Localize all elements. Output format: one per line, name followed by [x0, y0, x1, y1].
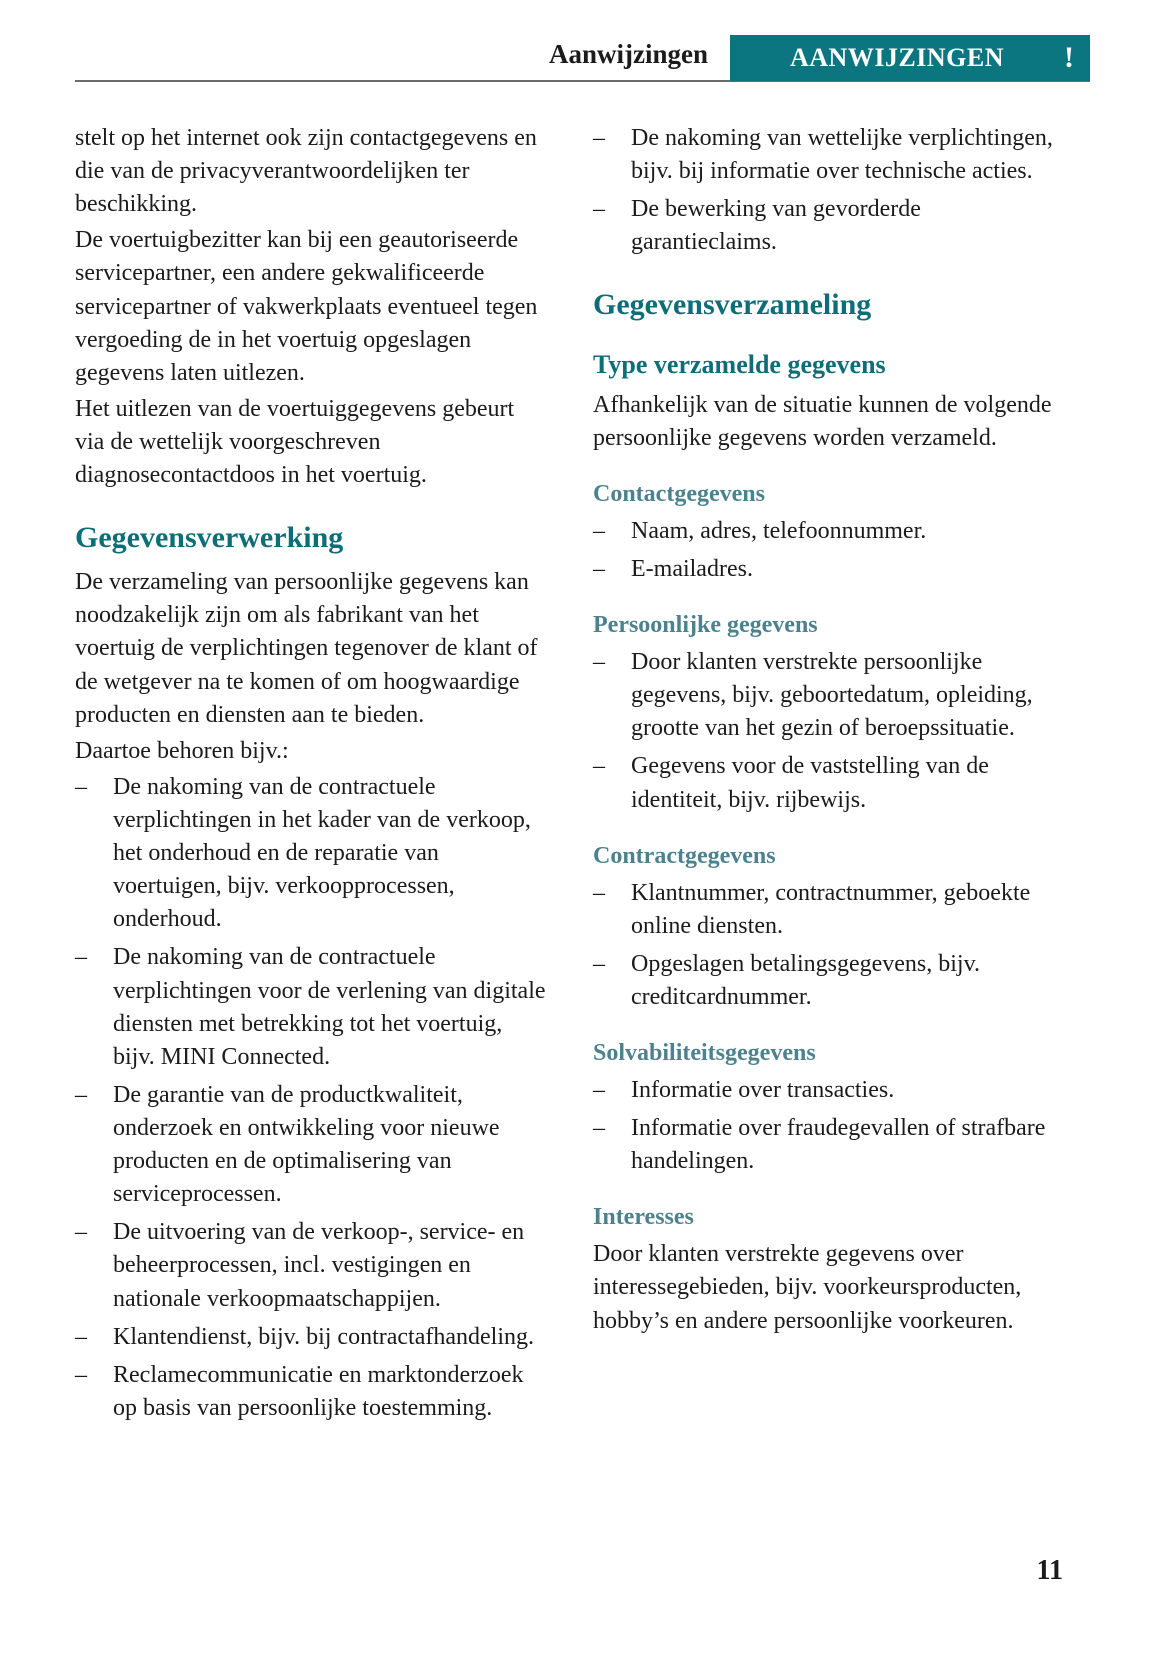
- group-heading: Contactgegevens: [593, 480, 765, 507]
- group-solvabiliteitsgegevens: [593, 1038, 1065, 1178]
- paragraph: Daartoe behoren bijv.:: [75, 737, 289, 764]
- bullet-text: De nakoming van wettelijke verplichtingen, bijv. bij informatie over technische acties.: [631, 125, 1053, 185]
- bullet-dash: –: [593, 1115, 605, 1142]
- paragraph: Door klanten verstrekte gegevens over interessegebieden, bijv. voorkeursproducten, hobby’s en andere persoonlijke voorkeuren.: [593, 1241, 1022, 1334]
- left-column: [75, 122, 547, 1430]
- group-heading: Contractgegevens: [593, 842, 776, 869]
- running-title: Aanwijzingen: [548, 39, 708, 69]
- bullet-text: Opgeslagen betalingsgegevens, bijv. creditcardnummer.: [631, 950, 981, 1010]
- paragraph: stelt op het internet ook zijn contactgegevens en die van de privacyverantwoordelijken ter beschikking.: [75, 125, 537, 218]
- bullet-dash: –: [593, 753, 605, 780]
- group-heading: Persoonlijke gegevens: [593, 612, 818, 639]
- bullet-text: Informatie over fraudegevallen of strafbare handelingen.: [631, 1115, 1046, 1175]
- bullet-dash: –: [75, 1219, 87, 1246]
- bullet-dash: –: [593, 196, 605, 223]
- paragraph: Het uitlezen van de voertuiggegevens gebeurt via de wettelijk voorgeschreven diagnosecontactdoos in het voertuig.: [75, 395, 515, 489]
- bullet-text: De bewerking van gevorderde garantieclaims.: [631, 196, 921, 256]
- bullet-text: E-mailadres.: [631, 555, 753, 582]
- paragraph: De voertuigbezitter kan bij een geautoriseerde servicepartner, een andere gekwalificeerde servicepartner of vakwerkplaats eventueel tegen vergoeding de in het voertuig opgeslagen gegevens laten uitlezen.: [75, 227, 538, 386]
- list-item: [593, 948, 1065, 1014]
- list-item: [75, 941, 547, 1073]
- bullet-text: Reclamecommunicatie en marktonderzoek op basis van persoonlijke toestemming.: [113, 1361, 524, 1421]
- bullet-text: De nakoming van de contractuele verplichtingen voor de verlening van digitale diensten met betrekking tot het voertuig, bijv. MINI Connected.: [113, 944, 546, 1070]
- bullet-dash: –: [593, 649, 605, 676]
- right-column: [593, 122, 1065, 1430]
- bullet-dash: –: [75, 1361, 87, 1388]
- bullet-dash: –: [593, 555, 605, 582]
- list-item: [593, 750, 1065, 816]
- list-item: [593, 1074, 1065, 1107]
- bullet-text: Door klanten verstrekte persoonlijke gegevens, bijv. geboortedatum, opleiding, grootte van het gezin of beroepssituatie.: [631, 649, 1033, 742]
- bullet-text: De uitvoering van de verkoop-, service- en beheerprocessen, incl. vestigingen en nationale verkoopmaatschappijen.: [113, 1219, 525, 1312]
- list-item: [75, 1079, 547, 1211]
- bullet-text: Klantnummer, contractnummer, geboekte online diensten.: [631, 879, 1031, 939]
- list-item: [75, 771, 547, 937]
- bullet-dash: –: [75, 1323, 87, 1350]
- list-item: [593, 646, 1065, 745]
- bullet-dash: –: [75, 944, 87, 971]
- paragraph: Afhankelijk van de situatie kunnen de volgende persoonlijke gegevens worden verzameld.: [593, 391, 1052, 451]
- bullet-dash: –: [593, 879, 605, 906]
- section-heading-gegevensverzameling: Gegevensverzameling: [593, 288, 872, 322]
- list-item: [593, 553, 1065, 586]
- list-item: [593, 122, 1065, 188]
- list-item: [593, 193, 1065, 259]
- list-item: [75, 1216, 547, 1315]
- paragraph: De verzameling van persoonlijke gegevens kan noodzakelijk zijn om als fabrikant van het voertuig de verplichtingen tegenover de klant of de wetgever na te komen of om hoogwaardige producten en diensten aan te bieden.: [75, 569, 538, 728]
- page-number: 11: [1036, 1555, 1063, 1586]
- bullet-text: Informatie over transacties.: [631, 1077, 895, 1104]
- bullet-text: De garantie van de productkwaliteit, onderzoek en ontwikkeling voor nieuwe producten en de optimalisering van serviceprocessen.: [113, 1081, 500, 1208]
- list-item: [75, 1321, 547, 1354]
- bullet-dash: –: [75, 773, 87, 800]
- group-contactgegevens: [593, 479, 1065, 586]
- bullet-dash: –: [75, 1081, 87, 1108]
- bullet-dash: –: [593, 517, 605, 544]
- page-header: [75, 0, 1090, 82]
- bullet-text: Naam, adres, telefoonnummer.: [631, 517, 927, 544]
- bullet-text: De nakoming van de contractuele verplichtingen in het kader van de verkoop, het onderhoud en de reparatie van voertuigen, bijv. verkoopprocessen, onderhoud.: [113, 773, 531, 933]
- bullet-text: Klantendienst, bijv. bij contractafhandeling.: [113, 1323, 534, 1350]
- exclamation-icon: !: [1064, 41, 1074, 74]
- list-item: [593, 877, 1065, 943]
- group-heading-interesses: Interesses: [593, 1204, 694, 1231]
- group-persoonlijke-gegevens: [593, 610, 1065, 817]
- sub-heading-type-verzamelde-gegevens: Type verzamelde gegevens: [593, 350, 886, 380]
- chapter-tab-label: AANWIJZINGEN: [789, 43, 1005, 72]
- list-item: [75, 1359, 547, 1425]
- bullet-text: Gegevens voor de vaststelling van de identiteit, bijv. rijbewijs.: [631, 753, 989, 813]
- list-item: [593, 1112, 1065, 1178]
- chapter-tab: [730, 35, 1090, 81]
- bullet-dash: –: [593, 125, 605, 151]
- list-item: [593, 515, 1065, 548]
- bullet-dash: –: [593, 1077, 605, 1104]
- section-heading-gegevensverwerking: Gegevensverwerking: [75, 521, 344, 555]
- page-content: [75, 122, 1065, 1430]
- bullet-dash: –: [593, 950, 605, 977]
- group-contractgegevens: [593, 841, 1065, 1014]
- group-heading: Solvabiliteitsgegevens: [593, 1040, 816, 1067]
